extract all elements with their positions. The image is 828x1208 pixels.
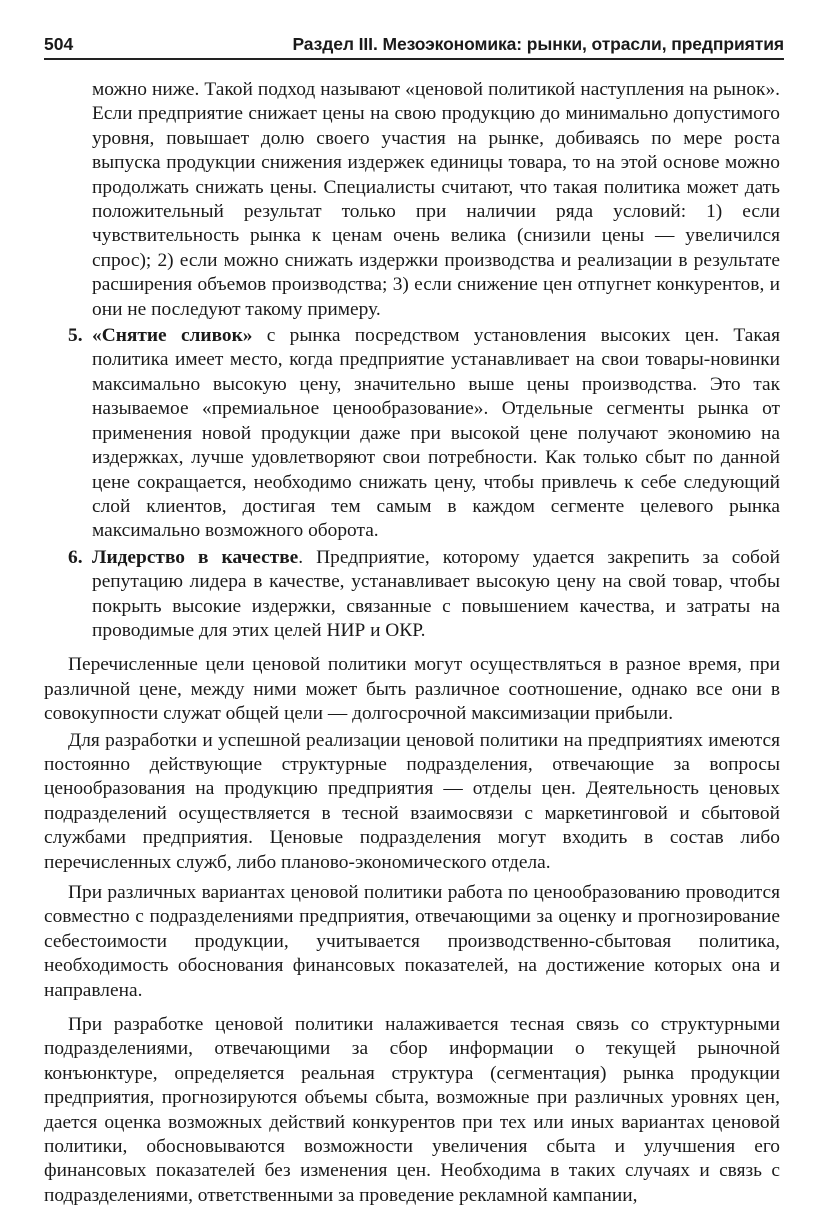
list-item bbox=[44, 324, 780, 544]
paragraph: При разработке ценовой политики налаживается тесная связь со структурными подразделениями, отвечающими за сбор информации о текущей рыночной конъюнктуре, определяется реальная структура (сегментация) рынка продукции предприятия, прогнозируются объемы сбыта, возможные при различных уровнях цен, дается оценка возможных действий конкурентов при тех или иных вариантах ценовой политики, обосновываются возможности увеличения сбыта и улучшения его финансовых показателей без изменения цен. Необходима в таких случаях и связь с подразделениями, ответственными за проведение рекламной кампании, bbox=[44, 1014, 780, 1206]
list-item-number: 6. bbox=[68, 546, 83, 568]
body-text bbox=[44, 78, 780, 1208]
paragraph: При различных вариантах ценовой политики работа по ценообразованию проводится совместно с подразделениями предприятия, отвечающими за оценку и прогнозирование себестоимости продукции, учитывается производственно-сбытовая политика, необходимость обоснования финансовых показателей, на достижение которых она и направлена. bbox=[44, 882, 780, 1001]
list-item-number: 5. bbox=[68, 325, 83, 347]
page-number: 504 bbox=[44, 34, 74, 54]
list-item-term: «Снятие сливок» bbox=[92, 325, 253, 347]
continuation-paragraph: можно ниже. Такой подход называют «ценовой политикой наступления на рынок». Если предприятие снижает цены на свою продукцию до минимально допустимого уровня, повышает долю своего участия на рынке, добиваясь по мере роста выпуска продукции снижения издержек единицы товара, то на этой основе можно продолжать снижать цены. Специалисты считают, что такая политика может дать положительный результат только при наличии ряда условий: 1) если чувствительность рынка к ценам очень велика (снизили цены — увеличился спрос); 2) если можно снижать издержки производства и реализации в результате расширения объемов производства; 3) если снижение цен отпугнет конкурентов, и они не последуют такому примеру. bbox=[92, 79, 780, 320]
paragraph: Перечисленные цели ценовой политики могут осуществляться в разное время, при различной цене, между ними может быть различное соотношение, однако все они в совокупности служат общей цели — долгосрочной максимизации прибыли. bbox=[44, 654, 780, 725]
paragraph: Для разработки и успешной реализации ценовой политики на предприятиях имеются постоянно действующие структурные подразделения, отвечающие за вопросы ценообразования на продукцию предприятия — отделы цен. Деятельность ценовых подразделений осуществляется в тесной взаимосвязи с маркетинговой и сбытовой службами предприятия. Ценовые подразделения могут входить в состав либо перечисленных служб, либо планово-экономического отдела. bbox=[44, 729, 780, 873]
list-item-text: . Предприятие, которому удается закрепить за собой репутацию лидера в качестве, устанавливает высокую цену на свой товар, чтобы покрыть высокие издержки, связанные с повышением качества, и затраты на проводимые для этих целей НИР и ОКР. bbox=[92, 546, 780, 641]
running-title: Раздел III. Мезоэкономика: рынки, отрасли, предприятия bbox=[292, 34, 784, 54]
page-header bbox=[44, 30, 784, 60]
list-item-text: с рынка посредством установления высоких цен. Такая политика имеет место, когда предприятие устанавливает на свои товары-новинки максимально высокую цену, значительно выше цены производства. Это так называемое «премиальное ценообразование». Отдельные сегменты рынка от применения новой продукции даже при высокой цене получают экономию на издержках, лучше удовлетворяют свои потребности. Как только сбыт по данной цене сокращается, необходимо снижать цену, чтобы привлечь к себе следующий слой клиентов, достигая тем самым в каждом сегменте целевого рынка максимально возможного оборота. bbox=[92, 325, 780, 542]
list-item bbox=[44, 546, 780, 644]
list-item-term: Лидерство в качестве bbox=[92, 546, 299, 568]
